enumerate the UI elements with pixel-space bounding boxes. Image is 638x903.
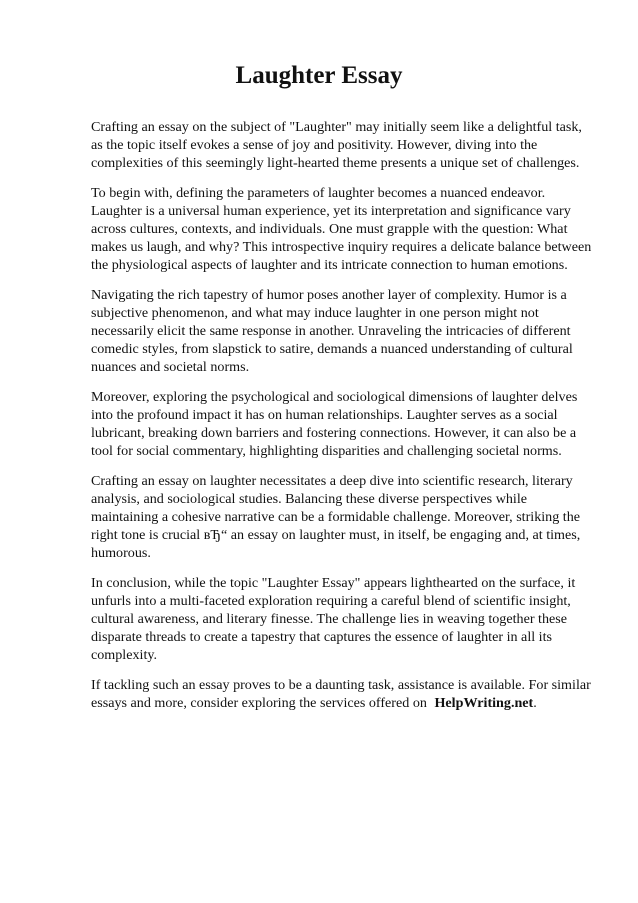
paragraph-psychology: Moreover, exploring the psychological and sociological dimensions of laughter delves into the profound impact it has on human relationships. Laughter serves as a social lubricant, breaking down barriers and fostering connections. However, it can also be a tool for social commentary, highlighting disparities and challenging societal norms. (91, 389, 578, 459)
paragraph-intro: Crafting an essay on the subject of "Laughter" may initially seem like a delightful task, as the topic itself evokes a sense of joy and positivity. However, diving into the complexities of this seemingly light-hearted theme presents a unique set of challenges. (91, 119, 582, 171)
closing-period: . (533, 695, 537, 711)
helpwriting-link[interactable]: HelpWriting.net (434, 695, 534, 711)
essay-body (91, 118, 593, 724)
paragraph-conclusion: In conclusion, while the topic "Laughter Essay" appears lighthearted on the surface, it unfurls into a multi-faceted exploration requiring a careful blend of scientific insight, cultural awareness, and literary finesse. The challenge lies in weaving together these disparate threads to create a tapestry that captures the essence of laughter in all its complexity. (91, 575, 576, 663)
paragraph-humor: Navigating the rich tapestry of humor poses another layer of complexity. Humor is a subjective phenomenon, and what may induce laughter in one person might not necessarily elicit the same response in another. Unraveling the intricacies of different comedic styles, from slapstick to satire, demands a nuanced understanding of cultural nuances and societal norms. (91, 287, 573, 375)
page-title: Laughter Essay (235, 62, 403, 89)
paragraph-definition: To begin with, defining the parameters of laughter becomes a nuanced endeavor. Laughter is a universal human experience, yet its interpretation and significance vary across cultures, contexts, and individuals. One must grapple with the question: What makes us laugh, and why? This introspective inquiry requires a delicate balance between the physiological aspects of laughter and its intricate connection to human emotions. (91, 185, 592, 273)
paragraph-research: Crafting an essay on laughter necessitates a deep dive into scientific research, literary analysis, and sociological studies. Balancing these diverse perspectives while maintaining a cohesive narrative can be a formidable challenge. Moreover, striking the right tone is crucial вЂ“ an essay on laughter must, in itself, be engaging and, at times, humorous. (91, 473, 581, 561)
paragraph-closing (91, 676, 593, 712)
closing-text: If tackling such an essay proves to be a daunting task, assistance is available. For similar essays and more, consider exploring the services offered on (91, 677, 591, 711)
